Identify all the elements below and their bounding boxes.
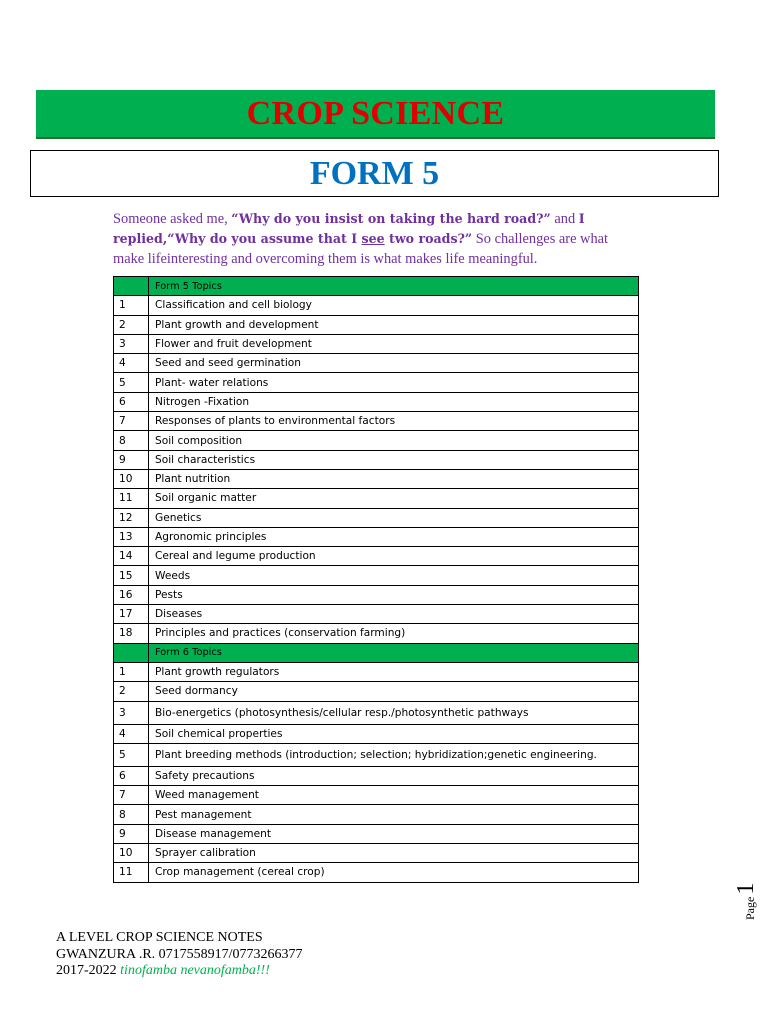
topic-title: Flower and fruit development xyxy=(149,334,639,353)
topics-table xyxy=(113,276,639,883)
topic-title: Soil characteristics xyxy=(149,450,639,469)
page-number: 1 xyxy=(733,882,759,895)
header-number-cell xyxy=(114,277,149,296)
topic-title: Cereal and legume production xyxy=(149,547,639,566)
table-row xyxy=(114,682,639,701)
table-row xyxy=(114,766,639,785)
table-row xyxy=(114,431,639,450)
topic-title: Bio-energetics (photosynthesis/cellular resp./photosynthetic pathways xyxy=(149,701,639,724)
quote-part-6: two roads?” xyxy=(384,231,473,246)
topic-number: 5 xyxy=(114,373,149,392)
table-row xyxy=(114,585,639,604)
topic-number: 8 xyxy=(114,805,149,824)
topic-title: Pests xyxy=(149,585,639,604)
table-row xyxy=(114,566,639,585)
header-number-cell xyxy=(114,643,149,662)
table-row xyxy=(114,724,639,743)
topic-title: Genetics xyxy=(149,508,639,527)
topic-title: Soil chemical properties xyxy=(149,724,639,743)
page-number-mark xyxy=(718,880,759,930)
table-row xyxy=(114,334,639,353)
topic-title: Sprayer calibration xyxy=(149,844,639,863)
table-row xyxy=(114,469,639,488)
topic-number: 4 xyxy=(114,724,149,743)
topic-number: 12 xyxy=(114,508,149,527)
topic-number: 7 xyxy=(114,786,149,805)
header-label-cell: Form 5 Topics xyxy=(149,277,639,296)
topic-number: 8 xyxy=(114,431,149,450)
topic-number: 14 xyxy=(114,547,149,566)
topic-number: 11 xyxy=(114,863,149,882)
table-row xyxy=(114,805,639,824)
topic-number: 3 xyxy=(114,701,149,724)
table-section-header xyxy=(114,277,639,296)
topic-number: 6 xyxy=(114,392,149,411)
topic-number: 10 xyxy=(114,469,149,488)
topic-number: 2 xyxy=(114,682,149,701)
quote-paragraph xyxy=(113,209,613,269)
document-title: CROP SCIENCE xyxy=(246,94,505,132)
table-row xyxy=(114,315,639,334)
table-row xyxy=(114,701,639,724)
title-banner xyxy=(36,90,715,139)
topic-number: 1 xyxy=(114,662,149,681)
topic-number: 4 xyxy=(114,354,149,373)
topic-title: Soil composition xyxy=(149,431,639,450)
topic-number: 15 xyxy=(114,566,149,585)
quote-part-5: see xyxy=(361,231,385,246)
topic-title: Plant breeding methods (introduction; selection; hybridization;genetic engineering. xyxy=(149,743,639,766)
topic-title: Seed dormancy xyxy=(149,682,639,701)
topic-title: Plant growth regulators xyxy=(149,662,639,681)
table-row xyxy=(114,450,639,469)
topic-title: Safety precautions xyxy=(149,766,639,785)
topic-number: 13 xyxy=(114,527,149,546)
topic-title: Soil organic matter xyxy=(149,489,639,508)
footer-line-1: A LEVEL CROP SCIENCE NOTES xyxy=(56,930,263,945)
topic-number: 2 xyxy=(114,315,149,334)
topic-title: Plant growth and development xyxy=(149,315,639,334)
topic-number: 11 xyxy=(114,489,149,508)
table-row xyxy=(114,296,639,315)
table-row xyxy=(114,743,639,766)
topic-number: 7 xyxy=(114,412,149,431)
topic-number: 18 xyxy=(114,624,149,643)
table-row xyxy=(114,547,639,566)
footer xyxy=(56,930,303,980)
footer-line-2: GWANZURA .R. 0717558917/0773266377 xyxy=(56,946,303,962)
topic-title: Nitrogen -Fixation xyxy=(149,392,639,411)
topic-title: Weeds xyxy=(149,566,639,585)
quote-part-4: I replied,“Why do you assume that I xyxy=(113,211,585,246)
table-row xyxy=(114,354,639,373)
table-row xyxy=(114,824,639,843)
table-row xyxy=(114,844,639,863)
topic-title: Principles and practices (conservation farming) xyxy=(149,624,639,643)
footer-line-3 xyxy=(56,963,303,980)
table-row xyxy=(114,527,639,546)
topic-title: Crop management (cereal crop) xyxy=(149,863,639,882)
topic-title: Disease management xyxy=(149,824,639,843)
topic-number: 3 xyxy=(114,334,149,353)
page-word: Page xyxy=(743,896,757,920)
table-section-header xyxy=(114,643,639,662)
table-row xyxy=(114,373,639,392)
table-row xyxy=(114,624,639,643)
table-row xyxy=(114,412,639,431)
topic-number: 6 xyxy=(114,766,149,785)
table-row xyxy=(114,489,639,508)
quote-part-1: Someone asked me, xyxy=(113,211,232,227)
table-row xyxy=(114,392,639,411)
topic-number: 5 xyxy=(114,743,149,766)
topic-title: Responses of plants to environmental factors xyxy=(149,412,639,431)
topic-title: Plant- water relations xyxy=(149,373,639,392)
topic-number: 10 xyxy=(114,844,149,863)
header-label-cell: Form 6 Topics xyxy=(149,643,639,662)
topic-title: Weed management xyxy=(149,786,639,805)
table-row xyxy=(114,508,639,527)
topic-title: Agronomic principles xyxy=(149,527,639,546)
topic-title: Seed and seed germination xyxy=(149,354,639,373)
topic-title: Diseases xyxy=(149,605,639,624)
quote-part-7: So challenges are what make lifeinteresting and overcoming them is what makes life meaningful. xyxy=(113,231,609,267)
topic-number: 9 xyxy=(114,450,149,469)
form-title: FORM 5 xyxy=(309,154,440,192)
form-title-box xyxy=(30,150,719,197)
table-row xyxy=(114,863,639,882)
topic-number: 1 xyxy=(114,296,149,315)
table-row xyxy=(114,605,639,624)
footer-year: 2017-2022 xyxy=(56,963,121,978)
quote-part-3: and xyxy=(550,211,579,227)
topic-title: Plant nutrition xyxy=(149,469,639,488)
table-row xyxy=(114,662,639,681)
table-row xyxy=(114,786,639,805)
topic-number: 17 xyxy=(114,605,149,624)
topic-title: Pest management xyxy=(149,805,639,824)
topic-number: 9 xyxy=(114,824,149,843)
topic-title: Classification and cell biology xyxy=(149,296,639,315)
topic-number: 16 xyxy=(114,585,149,604)
quote-part-2: “Why do you insist on taking the hard road?” xyxy=(231,211,551,226)
footer-motto: tinofamba nevanofamba!!! xyxy=(120,963,270,978)
